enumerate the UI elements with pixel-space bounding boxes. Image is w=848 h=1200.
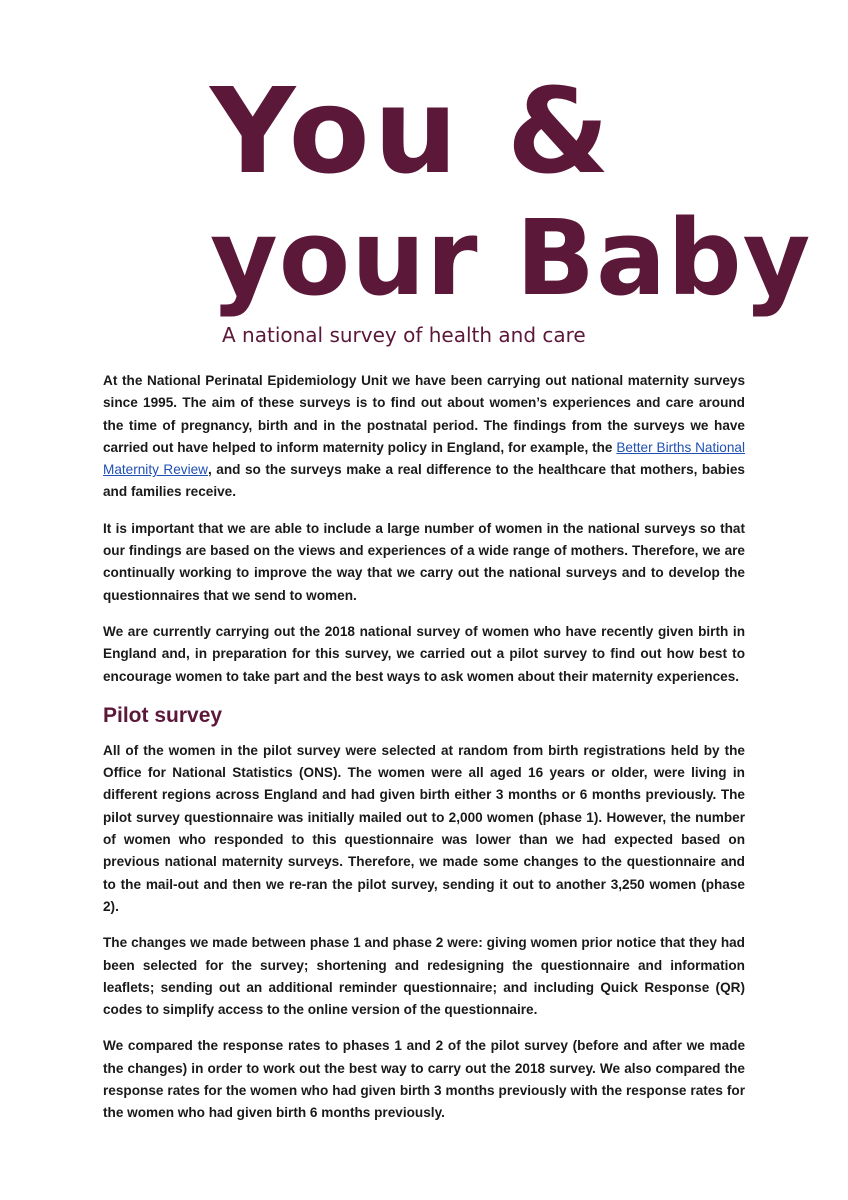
pilot-paragraph-1: All of the women in the pilot survey were selected at random from birth registrations held by the Office for National Statistics (ONS). The women were all aged 16 years or older, were living in different regions across England and had given birth either 3 months or 6 months previously. The pilot survey questionnaire was initially mailed out to 2,000 women (phase 1). However, the number of women who responded to this questionnaire was lower than we had expected based on previous national maternity surveys. Therefore, we made some changes to the questionnaire and to the mail-out and then we re-ran the pilot survey, sending it out to another 3,250 women (phase 2). [103,742,745,914]
logo-tagline: A national survey of health and care [222,323,586,347]
intro-paragraph-3: We are currently carrying out the 2018 national survey of women who have recently given birth in England and, in preparation for this survey, we carried out a pilot survey to find out how best to encourage women to take part and the best ways to ask women about their maternity experiences. [103,623,745,684]
pilot-paragraph-3: We compared the response rates to phases 1 and 2 of the pilot survey (before and after we made the changes) in order to work out the best way to carry out the 2018 survey. We also compared the response rates for the women who had given birth 3 months previously with the response rates for the women who had given birth 6 months previously. [103,1038,745,1121]
you-and-your-baby-logo [200,62,812,362]
logo-line-1: You & [210,62,614,200]
intro-paragraph-2: It is important that we are able to include a large number of women in the national surveys so that our findings are based on the views and experiences of a wide range of mothers. Therefore, we are continually working to improve the way that we carry out the national surveys and to develop the questionnaires that we send to women. [103,520,745,603]
intro-paragraph-1 [103,370,745,504]
pilot-survey-heading: Pilot survey [103,703,223,727]
intro-p1-text-end: , and so the surveys make a real difference to the healthcare that mothers, babies and families receive. [103,462,745,500]
pilot-paragraph-2: The changes we made between phase 1 and phase 2 were: giving women prior notice that they had been selected for the survey; shortening and redesigning the questionnaire and information leaflets; sending out an additional reminder questionnaire; and including Quick Response (QR) codes to simplify access to the online version of the questionnaire. [103,935,745,1018]
better-births-link[interactable]: Better Births National Maternity Review [103,439,745,478]
logo-line-2: your Baby [210,197,812,319]
intro-p1-text-start: At the National Perinatal Epidemiology Unit we have been carrying out national maternity surveys since 1995. The aim of these surveys is to find out about women’s experiences and care around the time of pregnancy, birth and in the postnatal period. The findings from the surveys we have carried out have helped to inform maternity policy in England, for example, the [103,373,745,455]
main-content [103,370,745,1139]
